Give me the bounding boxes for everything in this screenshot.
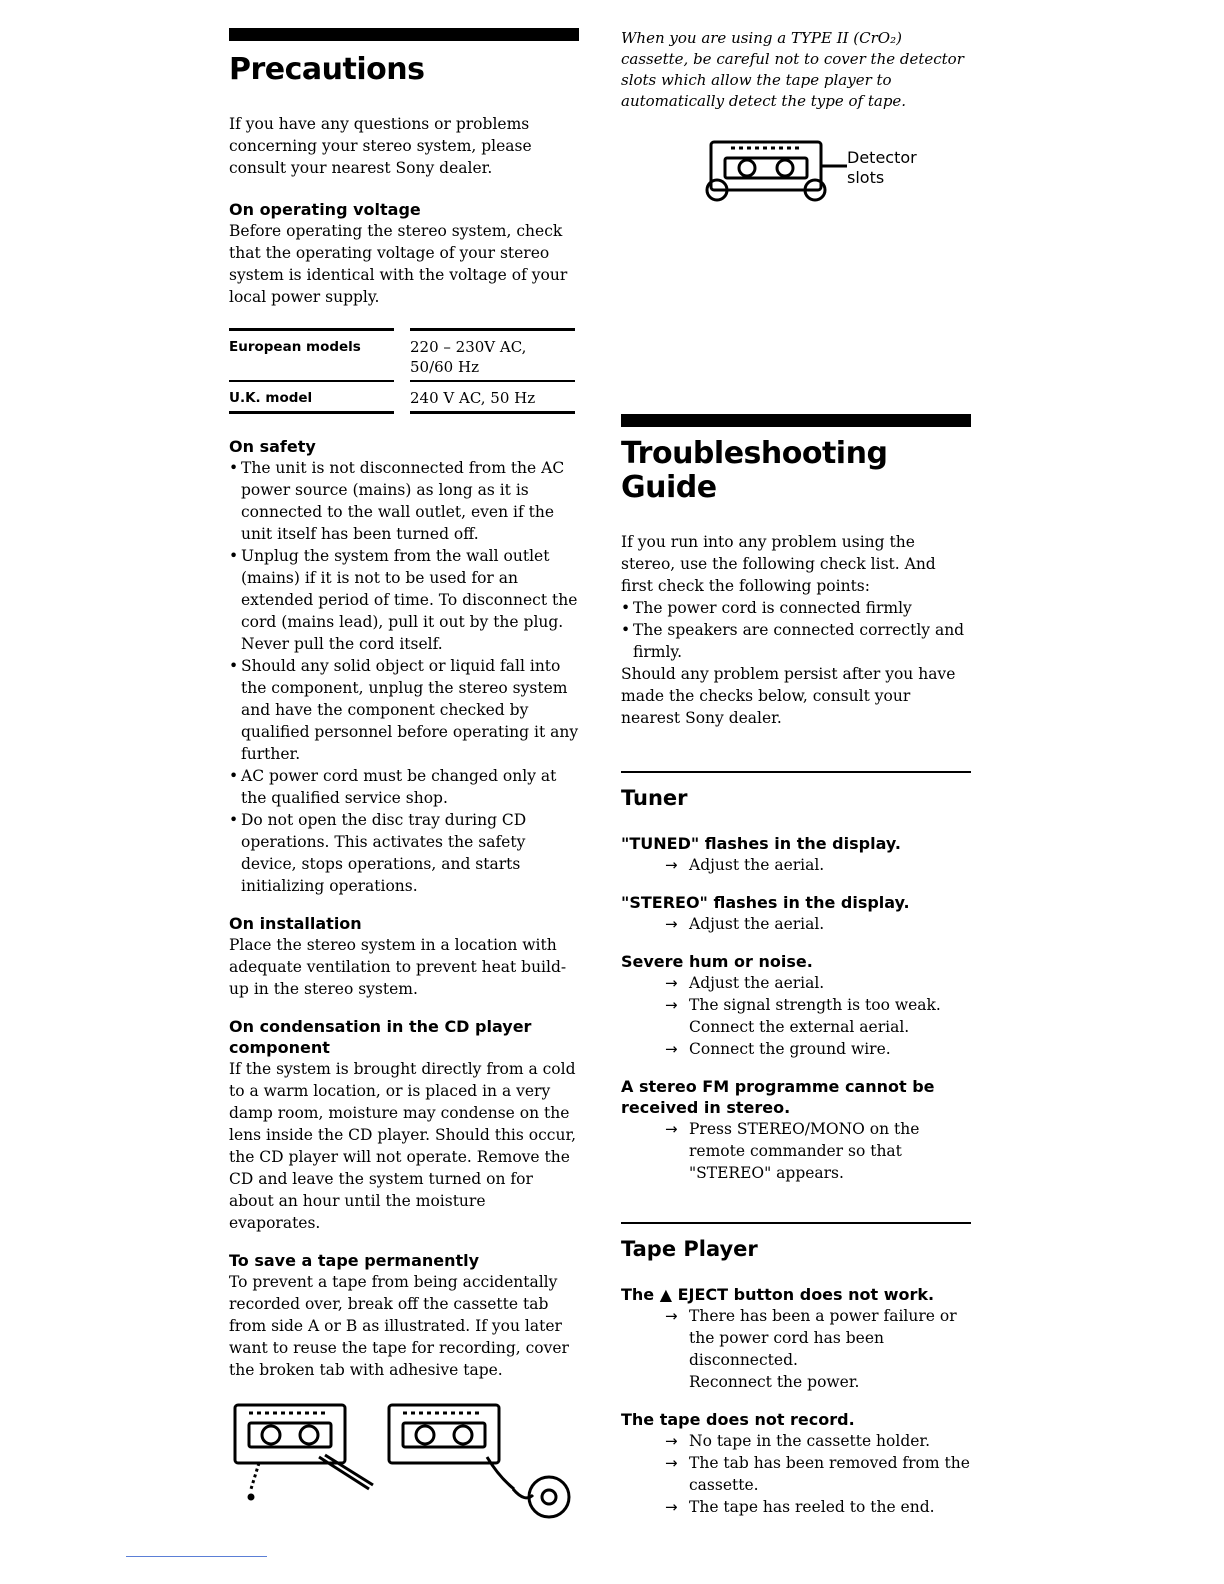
troubleshooting-title: Troubleshooting Guide xyxy=(621,436,888,505)
list-item: • AC power cord must be changed only at the qualified service shop. xyxy=(229,765,579,809)
section-divider xyxy=(621,1222,971,1224)
precautions-title: Precautions xyxy=(229,52,425,87)
footer-line xyxy=(126,1556,267,1557)
tape-player-heading: Tape Player xyxy=(621,1237,758,1261)
save-tape-body: To prevent a tape from being accidentally recorded over, break off the cassette tab from side A or B as illustrated. If you later want to reuse the tape for recording, cover the broken tab with adhesive tape. xyxy=(229,1273,569,1379)
arrow-icon: → xyxy=(665,1432,678,1450)
problem-heading: "TUNED" flashes in the display. xyxy=(621,834,901,853)
check-list xyxy=(621,597,971,663)
list-item: • Should any solid object or liquid fall into the component, unplug the stereo system and have the component checked by qualified personnel before operating it any further. xyxy=(229,655,579,765)
troubleshooting-intro: If you run into any problem using the stereo, use the following check list. And first check the following points: xyxy=(621,533,936,595)
safety-heading: On safety xyxy=(229,437,316,456)
arrow-icon: → xyxy=(665,1498,678,1516)
list-item: • Do not open the disc tray during CD operations. This activates the safety device, stops operations, and starts initializing operations. xyxy=(229,809,579,897)
precautions-column xyxy=(229,0,579,1522)
section-bar xyxy=(229,28,579,41)
type2-note: When you are using a TYPE II (CrO₂) cassette, be careful not to cover the detector slots which allow the tape player to automatically detect the type of tape. xyxy=(621,29,964,110)
list-item: • The unit is not disconnected from the AC power source (mains) as long as it is connected to the wall outlet, even if the unit itself has been turned off. xyxy=(229,457,579,545)
problem-heading: Severe hum or noise. xyxy=(621,952,813,971)
problem-heading: "STEREO" flashes in the display. xyxy=(621,893,910,912)
voltage-body: Before operating the stereo system, check that the operating voltage of your stereo system is identical with the voltage of your local power supply. xyxy=(229,222,568,306)
section-divider xyxy=(621,771,971,773)
arrow-icon: → xyxy=(665,915,678,933)
tuner-heading: Tuner xyxy=(621,786,688,810)
installation-heading: On installation xyxy=(229,914,362,933)
arrow-icon: → xyxy=(665,974,678,992)
model-name: U.K. model xyxy=(229,381,394,413)
remedy: → Adjust the aerial. xyxy=(665,915,825,933)
troubleshooting-column xyxy=(621,0,971,1518)
list-item: • The power cord is connected firmly xyxy=(621,597,971,619)
arrow-icon: → xyxy=(665,1307,678,1325)
save-tape-heading: To save a tape permanently xyxy=(229,1251,480,1270)
voltage-table xyxy=(229,328,575,414)
problem-heading: The ▲ EJECT button does not work. xyxy=(621,1285,935,1304)
arrow-icon: → xyxy=(665,1454,678,1472)
remedy: → The signal strength is too weak. xyxy=(665,996,941,1014)
remedy: → Adjust the aerial. xyxy=(665,856,825,874)
remedy: → The tape has reeled to the end. xyxy=(665,1498,935,1516)
remedy: → Connect the ground wire. xyxy=(665,1040,891,1058)
arrow-icon: → xyxy=(665,1120,678,1138)
model-name: European models xyxy=(229,330,394,382)
troubleshooting-outro: Should any problem persist after you have made the checks below, consult your nearest Sony dealer. xyxy=(621,665,956,727)
section-bar xyxy=(621,414,971,427)
condensation-heading: On condensation in the CD player component xyxy=(229,1017,532,1057)
remedy-continued: Connect the external aerial. xyxy=(689,1018,910,1036)
problem-heading: The tape does not record. xyxy=(621,1410,855,1429)
table-row xyxy=(229,330,575,382)
remedy: → There has been a power failure or the power cord has been disconnected. xyxy=(665,1307,957,1369)
remedy-continued: Reconnect the power. xyxy=(689,1373,860,1391)
arrow-icon: → xyxy=(665,1040,678,1058)
cassette-icon xyxy=(389,1405,569,1517)
cassette-tab-illustration xyxy=(229,1397,579,1522)
voltage-value: 220 – 230V AC, 50/60 Hz xyxy=(410,330,575,382)
remedy: → The tab has been removed from the cassette. xyxy=(665,1454,970,1494)
voltage-value: 240 V AC, 50 Hz xyxy=(410,381,575,413)
safety-list xyxy=(229,457,579,897)
installation-body: Place the stereo system in a location with adequate ventilation to prevent heat build-up in the stereo system. xyxy=(229,936,567,998)
problem-heading: A stereo FM programme cannot be received in stereo. xyxy=(621,1077,935,1117)
voltage-heading: On operating voltage xyxy=(229,200,421,219)
arrow-icon: → xyxy=(665,856,678,874)
remedy: → No tape in the cassette holder. xyxy=(665,1432,931,1450)
precautions-intro: If you have any questions or problems concerning your stereo system, please consult your nearest Sony dealer. xyxy=(229,115,532,177)
list-item: • The speakers are connected correctly and firmly. xyxy=(621,619,971,663)
detector-label: Detector slots xyxy=(847,148,917,187)
remedy: → Press STEREO/MONO on the remote commander so that "STEREO" appears. xyxy=(665,1120,920,1182)
table-row xyxy=(229,381,575,413)
cassette-icon xyxy=(235,1405,373,1499)
detector-figure xyxy=(621,128,971,238)
arrow-icon: → xyxy=(665,996,678,1014)
remedy: → Adjust the aerial. xyxy=(665,974,825,992)
list-item: • Unplug the system from the wall outlet (mains) if it is not to be used for an extended period of time. To disconnect the cord (mains lead), pull it out by the plug. Never pull the cord itself. xyxy=(229,545,579,655)
condensation-body: If the system is brought directly from a cold to a warm location, or is placed in a very damp room, moisture may condense on the lens inside the CD player. Should this occur, the CD player will not operate. Remove the CD and leave the system turned on for about an hour until the moisture evaporates. xyxy=(229,1060,577,1232)
